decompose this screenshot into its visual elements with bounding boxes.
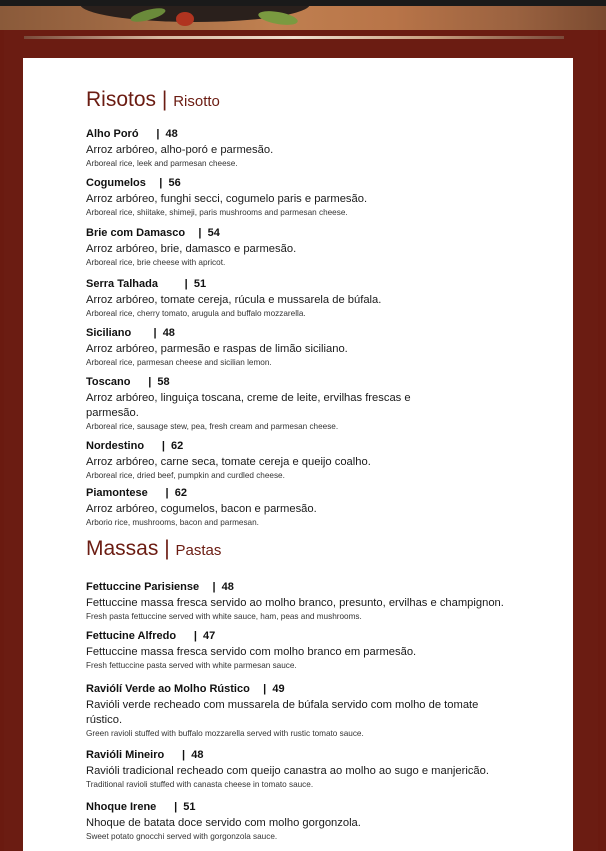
menu-item-ravioli-verde xyxy=(86,679,506,738)
item-name: Ravióli Mineiro xyxy=(86,749,165,761)
item-description-pt: Arroz arbóreo, brie, damasco e parmesão. xyxy=(86,243,297,255)
item-description-pt: Nhoque de batata doce servido com molho gorgonzola. xyxy=(86,817,361,829)
item-description-pt: Fettuccine massa fresca servido com molho branco em parmesão. xyxy=(86,646,417,658)
menu-item-cogumelos xyxy=(86,173,576,217)
item-name: Raviólí Verde ao Molho Rústico xyxy=(86,683,250,695)
item-price: | 48 xyxy=(153,327,175,339)
menu-item-toscano xyxy=(86,372,466,431)
menu-item-fettuccine-parisiense xyxy=(86,577,576,621)
item-price: | 47 xyxy=(193,630,216,642)
item-description-pt: Ravióli tradicional recheado com queijo canastra ao molho ao sugo e manjericão. xyxy=(86,765,489,777)
menu-item-serra-talhada xyxy=(86,274,576,318)
item-description-en: Arborio rice, mushrooms, bacon and parmesan. xyxy=(86,518,259,527)
menu-item-fettucine-alfredo xyxy=(86,626,576,670)
item-description-en: Green ravioli stuffed with buffalo mozzarella served with rustic tomato sauce. xyxy=(86,729,364,738)
menu-item-piamontese xyxy=(86,483,576,527)
section-subtitle-text: Risotto xyxy=(173,93,220,110)
decorative-gold-line xyxy=(24,36,564,39)
item-price: | 56 xyxy=(159,177,181,189)
item-description-en: Fresh fettuccine pasta served with white parmesan sauce. xyxy=(86,661,297,670)
item-name: Piamontese xyxy=(86,487,148,499)
item-description-en: Arboreal rice, shiitake, shimeji, paris mushrooms and parmesan cheese. xyxy=(86,208,348,217)
item-description-pt: Arroz arbóreo, funghi secci, cogumelo paris e parmesão. xyxy=(86,193,368,205)
menu-item-nhoque-irene xyxy=(86,797,576,841)
item-description-pt: Fettuccine massa fresca servido ao molho branco, presunto, ervilhas e champignon. xyxy=(86,597,504,609)
section-subtitle-text: Pastas xyxy=(175,542,222,559)
item-description-en: Arboreal rice, sausage stew, pea, fresh cream and parmesan cheese. xyxy=(86,422,339,431)
item-name: Nhoque Irene xyxy=(86,801,157,813)
tomato-image xyxy=(176,12,194,26)
item-price: | 49 xyxy=(263,683,285,695)
item-price: | 58 xyxy=(148,376,170,388)
item-description-en: Traditional ravioli stuffed with canasta cheese in tomato sauce. xyxy=(86,780,314,789)
item-description-en: Arboreal rice, leek and parmesan cheese. xyxy=(86,159,238,168)
item-name: Toscano xyxy=(86,376,131,388)
item-name: Serra Talhada xyxy=(86,278,158,290)
top-bar xyxy=(0,0,606,6)
section-title-text: Massas xyxy=(86,537,159,560)
item-description-pt: Arroz arbóreo, parmesão e raspas de limão siciliano. xyxy=(86,343,348,355)
item-price: | 51 xyxy=(174,801,196,813)
item-description-pt: Arroz arbóreo, linguiça toscana, creme de leite, ervilhas frescas e parmesão. xyxy=(86,392,411,419)
item-price: | 62 xyxy=(161,440,184,452)
item-price: | 62 xyxy=(165,487,187,499)
item-name: Brie com Damasco xyxy=(86,227,186,239)
item-price: | 48 xyxy=(182,749,204,761)
item-description-en: Fresh pasta fettuccine served with white sauce, ham, peas and mushrooms. xyxy=(86,612,362,621)
item-description-pt: Arroz arbóreo, carne seca, tomate cereja e queijo coalho. xyxy=(86,456,371,468)
section-title-risotos: Risotos | Risotto xyxy=(86,88,220,111)
item-name: Fettucine Alfredo xyxy=(86,630,177,642)
menu-item-siciliano xyxy=(86,323,576,367)
item-description-en: Arboreal rice, parmesan cheese and sicilian lemon. xyxy=(86,358,272,367)
menu-item-ravioli-mineiro xyxy=(86,745,576,789)
section-title-text: Risotos xyxy=(86,88,157,111)
item-price: | 54 xyxy=(198,227,220,239)
menu-item-alho-poro xyxy=(86,124,576,168)
item-name: Siciliano xyxy=(86,327,132,339)
item-description-en: Sweet potato gnocchi served with gorgonzola sauce. xyxy=(86,832,278,841)
item-description-pt: Arroz arbóreo, tomate cereja, rúcula e mussarela de búfala. xyxy=(86,294,382,306)
item-description-pt: Ravióli verde recheado com mussarela de búfala servido com molho de tomate rústico. xyxy=(86,699,479,726)
item-name: Fettuccine Parisiense xyxy=(86,581,200,593)
item-name: Alho Poró xyxy=(86,128,139,140)
item-description-pt: Arroz arbóreo, cogumelos, bacon e parmesão. xyxy=(86,503,317,515)
item-price: | 51 xyxy=(184,278,207,290)
item-name: Nordestino xyxy=(86,440,145,452)
menu-item-brie-com-damasco xyxy=(86,223,576,267)
item-name: Cogumelos xyxy=(86,177,146,189)
menu-item-nordestino xyxy=(86,436,576,480)
item-description-en: Arboreal rice, brie cheese with apricot. xyxy=(86,258,226,267)
section-title-massas: Massas | Pastas xyxy=(86,537,222,560)
item-price: | 48 xyxy=(212,581,234,593)
item-description-en: Arboreal rice, dried beef, pumpkin and curdled cheese. xyxy=(86,471,285,480)
item-description-en: Arboreal rice, cherry tomato, arugula and buffalo mozzarella. xyxy=(86,309,306,318)
item-price: | 48 xyxy=(156,128,178,140)
item-description-pt: Arroz arbóreo, alho-poró e parmesão. xyxy=(86,144,274,156)
